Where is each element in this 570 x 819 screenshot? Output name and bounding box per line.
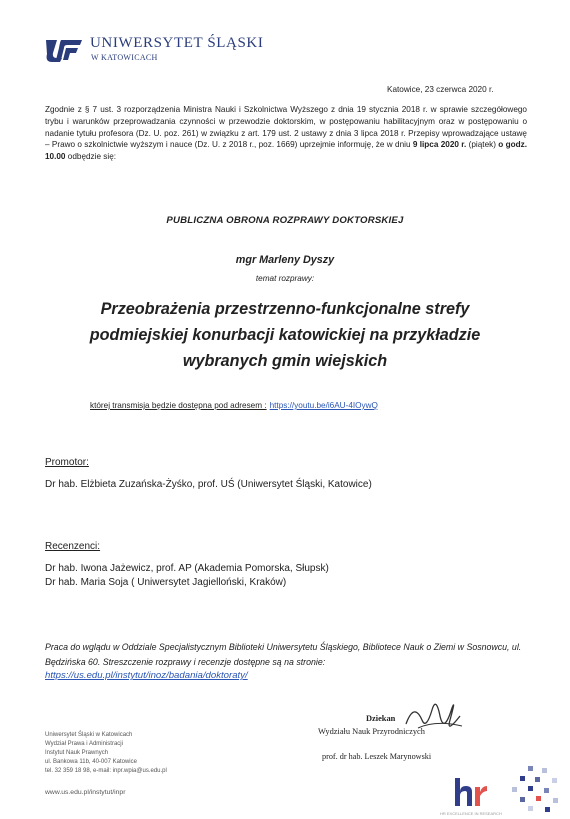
stream-text: której transmisja będzie dostępna pod adresem : (90, 401, 267, 410)
doctorates-link[interactable]: https://us.edu.pl/instytut/inoz/badania/doktoraty/ (45, 670, 248, 681)
thesis-title-line: podmiejskiej konurbacji katowickiej na przykładzie (89, 326, 481, 344)
footer-line: tel. 32 359 18 98, e-mail: inpr.wpia@us.edu.pl (45, 768, 167, 774)
intro-text: Zgodnie z § 7 ust. 3 rozporządzenia Ministra Nauki i Szkolnictwa Wyższego z dnia 19 stycznia 2018 r. w sprawie szczegółowego trybu i warunków przeprowadzania czynności w przewodzie doktorskim, w postępowaniu habilitacyjnym oraz w postępowaniu o nadanie tytułu profesora (Dz. U. poz. 261) w związku z art. 179 ust. 2 ustawy z dnia 3 lipca 2018 r. Przepisy wprowadzające ustawę – Prawo o szkolnictwie wyższym i nauce (Dz. U. z 2018 r., poz. 1669) uprzejmie informuję, że w dniu (45, 105, 527, 150)
intro-paragraph (45, 104, 527, 163)
thesis-title (40, 296, 530, 374)
promotor-heading: Promotor: (45, 457, 89, 468)
footer-line: Uniwersytet Śląski w Katowicach (45, 732, 133, 738)
defense-heading: PUBLICZNA OBRONA ROZPRAWY DOKTORSKIEJ (166, 215, 404, 226)
university-city: W KATOWICACH (91, 53, 158, 62)
footer-line: ul. Bankowa 11b, 40-007 Katowice (45, 759, 137, 765)
letter-date: Katowice, 23 czerwca 2020 r. (387, 85, 494, 94)
university-logo-icon (44, 36, 84, 64)
reviewer-item: Dr hab. Maria Soja ( Uniwersytet Jagielloński, Kraków) (45, 577, 287, 588)
hr-excellence-logo-icon (449, 772, 491, 810)
promotor-person: Dr hab. Elżbieta Zuzańska-Żyśko, prof. UŚ (Uniwersytet Śląski, Katowice) (45, 479, 372, 490)
stream-link[interactable]: https://youtu.be/i6AU-4IOywQ (269, 401, 378, 410)
dean-name: prof. dr hab. Leszek Marynowski (322, 752, 432, 761)
intro-end: odbędzie się: (67, 152, 117, 162)
defense-date: 9 lipca 2020 r. (412, 140, 467, 150)
topic-label: temat rozprawy: (255, 274, 315, 283)
defense-time: o godz. 10.00 (45, 140, 528, 162)
footer-line: Wydział Prawa i Administracji (45, 741, 123, 747)
candidate-name: mgr Marleny Dyszy (235, 254, 335, 266)
thesis-title-line: Przeobrażenia przestrzenno-funkcjonalne strefy (100, 300, 470, 318)
university-name: UNIWERSYTET ŚLĄSKI (90, 35, 264, 51)
hr-caption: HR EXCELLENCE IN RESEARCH (440, 811, 502, 816)
stream-info (90, 401, 378, 410)
reviewers-heading: Recenzenci: (45, 541, 101, 552)
dean-title: Dziekan (366, 714, 396, 723)
library-note: Praca do wglądu w Oddziale Specjalistycznym Biblioteki Uniwersytetu Śląskiego, Bibliotece Nauk o Ziemi w Sosnowcu, ul. Będzińska 60. Streszczenie rozprawy i recenzje dostępne są na stronie: (45, 642, 522, 667)
decorative-pixel-mark-icon (508, 766, 562, 814)
weekday: (piątek) (468, 140, 496, 150)
reviewer-item: Dr hab. Iwona Jażewicz, prof. AP (Akademia Pomorska, Słupsk) (45, 563, 329, 574)
thesis-title-line: wybranych gmin wiejskich (182, 352, 388, 370)
footer-website: www.us.edu.pl/instytut/inpr (45, 789, 126, 796)
footer-line: Instytut Nauk Prawnych (45, 750, 109, 756)
footer-address (45, 731, 167, 776)
faculty-name: Wydziału Nauk Przyrodniczych (318, 727, 425, 736)
